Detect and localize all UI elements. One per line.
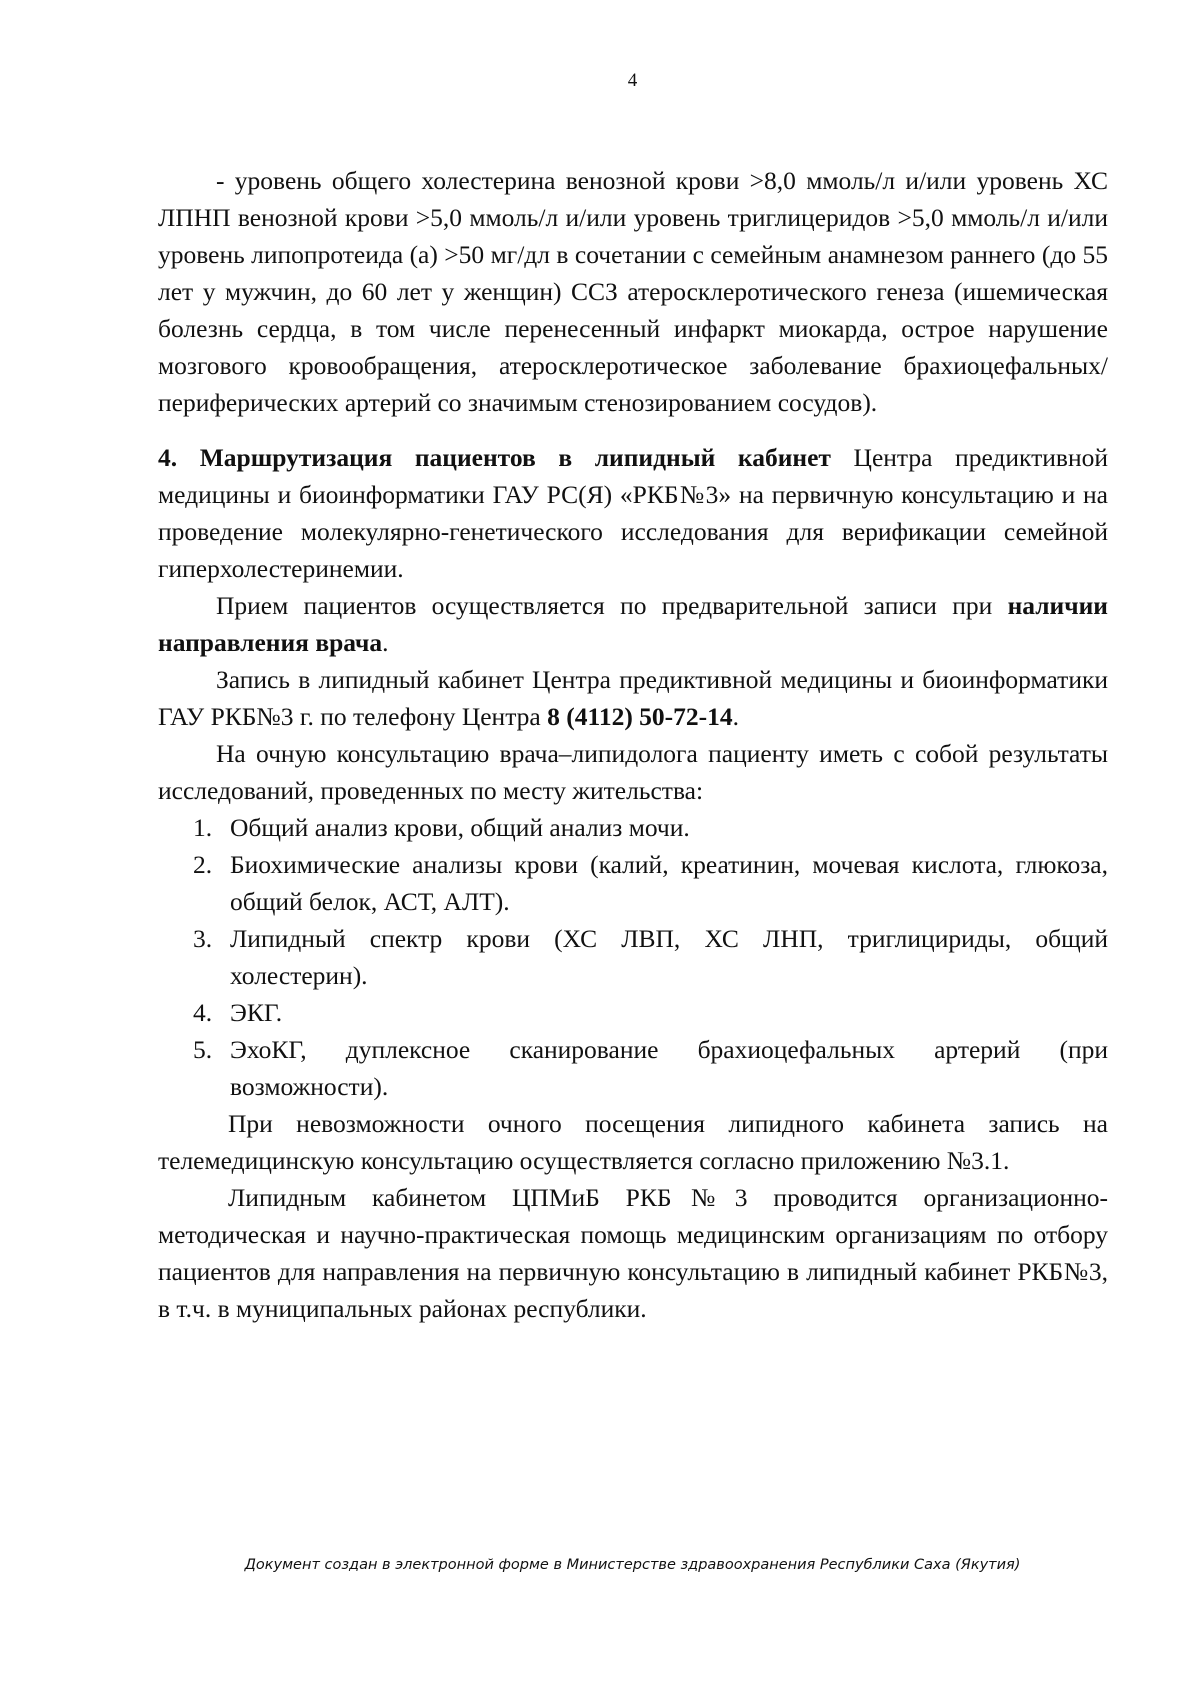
required-documents-list xyxy=(158,809,1108,1105)
list-item-number: 3. xyxy=(193,924,213,953)
referral-required-text: наличии направления врача xyxy=(158,591,1108,657)
list-item-text: Липидный спектр крови (ХС ЛВП, ХС ЛНП, триглицириды, общий холестерин). xyxy=(230,924,1108,990)
list-item xyxy=(158,920,1108,994)
section-4-text: Центра предиктивной медицины и биоинформатики ГАУ РС(Я) «РКБ№3» на первичную консультацию и на проведение молекулярно-генетического исследования для верификации семейной гиперхолестеринемии. xyxy=(158,443,1108,583)
booking-paragraph xyxy=(158,661,1108,735)
list-item-text: Общий анализ крови, общий анализ мочи. xyxy=(230,813,690,842)
list-item-number: 5. xyxy=(193,1035,213,1064)
telemedicine-paragraph: При невозможности очного посещения липидного кабинета запись на телемедицинскую консультацию осуществляется согласно приложению №3.1. xyxy=(158,1109,1108,1175)
document-body xyxy=(158,162,1108,1327)
page-number: 4 xyxy=(627,70,638,91)
booking-text: Запись в липидный кабинет Центра предиктивной медицины и биоинформатики ГАУ РКБ№3 г. по телефону Центра xyxy=(158,665,1108,731)
booking-end: . xyxy=(732,702,740,731)
reception-text: Прием пациентов осуществляется по предварительной записи при xyxy=(216,591,1008,620)
phone-number: 8 (4112) 50-72-14 xyxy=(547,702,733,731)
list-item-text: Биохимические анализы крови (калий, креатинин, мочевая кислота, глюкоза, общий белок, АСТ, АЛТ). xyxy=(230,850,1108,916)
list-item-text: ЭКГ. xyxy=(230,998,283,1027)
list-item-text: ЭхоКГ, дуплексное сканирование брахиоцефальных артерий (при возможности). xyxy=(230,1035,1108,1101)
reception-end: . xyxy=(382,628,389,657)
consult-intro: На очную консультацию врача–липидолога пациенту иметь с собой результаты исследований, проведенных по месту жительства: xyxy=(158,739,1108,805)
list-item-number: 1. xyxy=(193,813,213,842)
reception-paragraph xyxy=(158,587,1108,661)
list-item xyxy=(158,994,1108,1031)
methodical-help-paragraph: Липидным кабинетом ЦПМиБ РКБ№3 проводится организационно-методическая и научно-практическая помощь медицинским организациям по отбору пациентов для направления на первичную консультацию в липидный кабинет РКБ№3, в т.ч. в муниципальных районах республики. xyxy=(158,1183,1108,1323)
criterion-paragraph: - уровень общего холестерина венозной крови >8,0 ммоль/л и/или уровень ХС ЛПНП венозной крови >5,0 ммоль/л и/или уровень триглицеридов >5,0 ммоль/л и/или уровень липопротеида (а) >50 мг/дл в сочетании с семейным анамнезом раннего (до 55 лет у мужчин, до 60 лет у женщин) ССЗ атеросклеротического генеза (ишемическая болезнь сердца, в том числе перенесенный инфаркт миокарда, острое нарушение мозгового кровообращения, атеросклеротическое заболевание брахиоцефальных/ периферических артерий со значимым стенозированием сосудов). xyxy=(158,166,1108,417)
list-item xyxy=(158,809,1108,846)
list-item xyxy=(158,846,1108,920)
list-item xyxy=(158,1031,1108,1105)
section-4-heading: 4. Маршрутизация пациентов в липидный кабинет xyxy=(158,443,831,472)
list-item-number: 4. xyxy=(193,998,213,1027)
list-item-number: 2. xyxy=(193,850,213,879)
footer-note: Документ создан в электронной форме в Министерстве здравоохранения Республики Саха (Якутия) xyxy=(244,1557,1021,1573)
section-4-paragraph xyxy=(158,439,1108,587)
